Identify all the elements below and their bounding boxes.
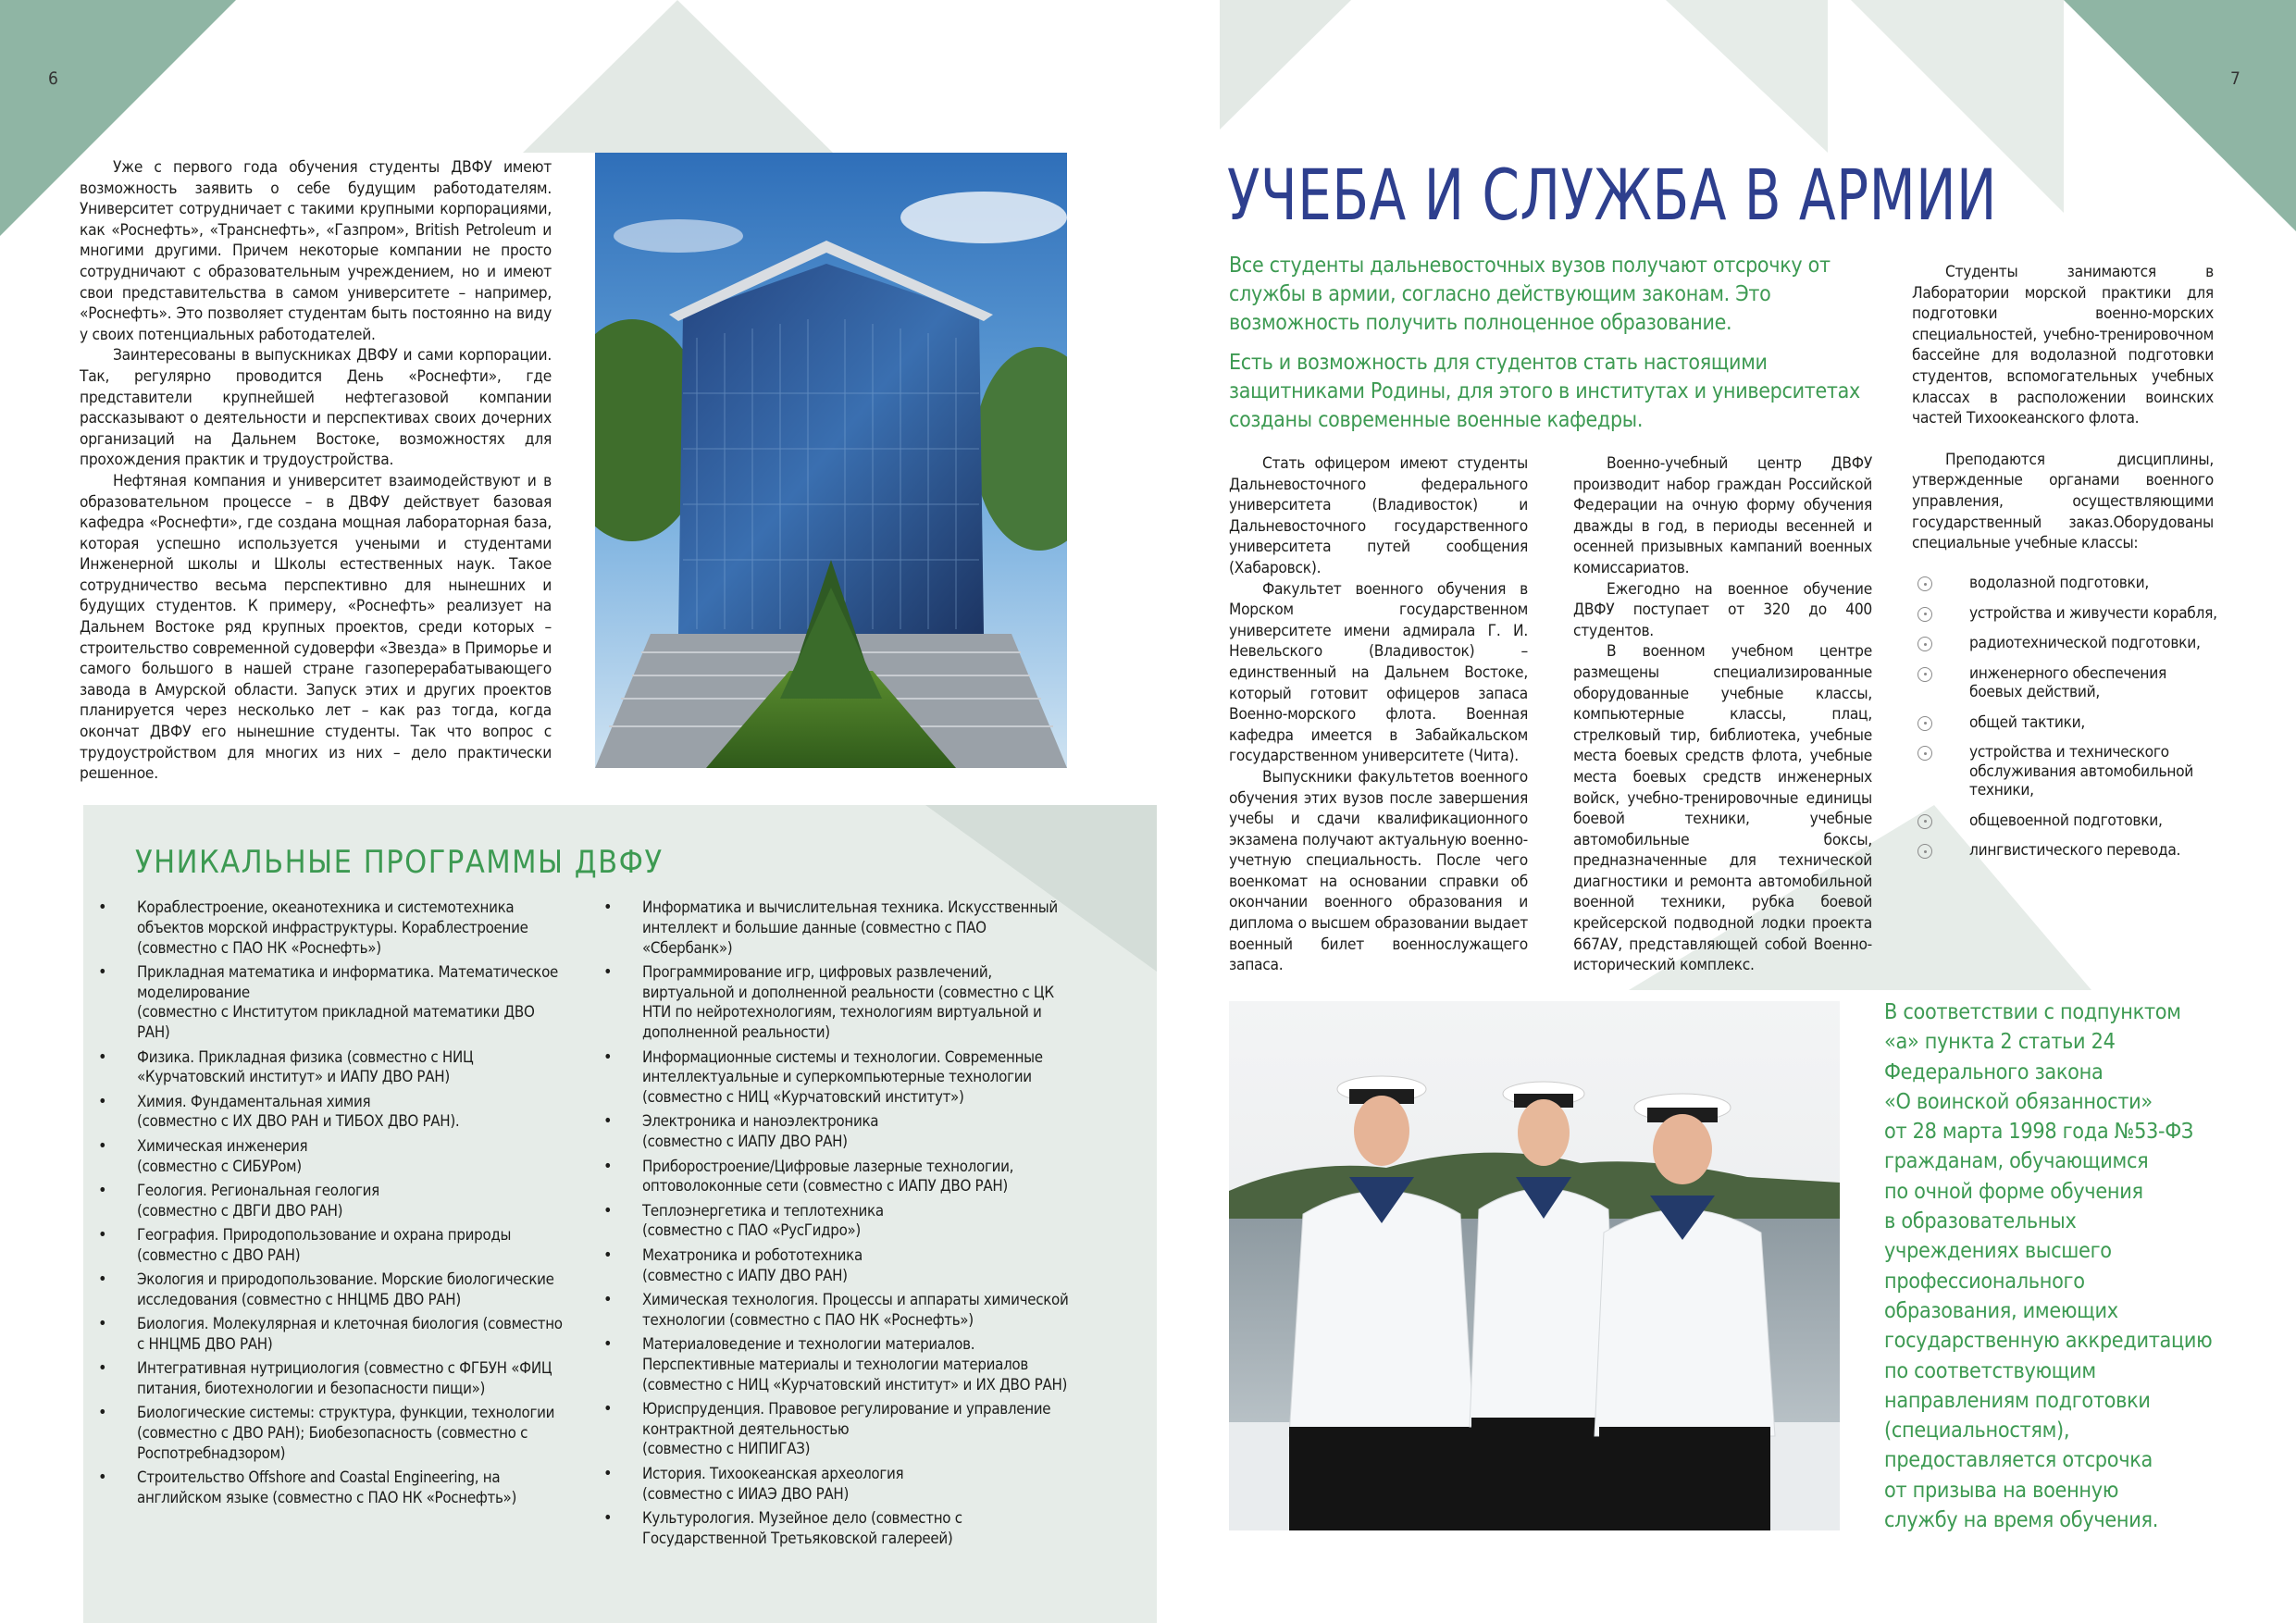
circle-bullet-icon: [1917, 576, 1932, 591]
army-col3: [1912, 262, 2214, 554]
list-item: • Теплоэнергетика и теплотехника (совместно с ПАО «РусГидро»): [603, 1201, 1071, 1242]
page-number-right: 7: [2230, 68, 2240, 89]
army-col2-paragraph-3: В военном учебном центре размещены специализированные оборудованные учебные классы, компьютерные классы, плац, стрелковый тир, библиотека, учебные места боевых средств флота, учебные места боевых средств инженерных войск, учебно-тренировочные единицы боевой техники, учебные автомобильные боксы, предназначенные для технической диагностики и ремонта автомобильной военной техники, рубка боевой крейсерской подводной лодки проекта 667АУ, представляющей собой Военно-исторический комплекс.: [1573, 642, 1872, 975]
list-item: • Мехатроника и робототехника (совместно с ИАПУ ДВО РАН): [603, 1245, 1071, 1286]
list-item: • Биология. Молекулярная и клеточная биология (совместно с ННЦМБ ДВО РАН): [98, 1314, 568, 1355]
circle-bullet-icon: [1917, 667, 1932, 682]
list-item: • Материаловедение и технологии материалов. Перспективные материалы и технологии материалов (совместно с НИЦ «Курчатовский институт» и ИХ ДВО РАН): [603, 1334, 1071, 1394]
list-item: инженерного обеспечения боевых действий,: [1914, 664, 2219, 702]
army-col2-paragraph-1: Военно-учебный центр ДВФУ производит набор граждан Российской Федерации на очную форму обучения дважды в год, в периоды весенней и осенней призывных кампаний военных комиссариатов.: [1573, 454, 1872, 577]
list-item: • Химия. Фундаментальная химия (совместно с ИХ ДВО РАН и ТИБОХ ДВО РАН).: [98, 1092, 568, 1133]
army-col1: [1229, 453, 1528, 976]
circle-bullet-icon: [1917, 844, 1932, 859]
list-item: общей тактики,: [1914, 713, 2219, 733]
list-item: • Экология и природопользование. Морские биологические исследования (совместно с ННЦМБ ДВО РАН): [98, 1270, 568, 1310]
list-item: • Информационные системы и технологии. Современные интеллектуальные и суперкомпьютерные технологии (совместно с НИЦ «Курчатовский институт»): [603, 1047, 1071, 1108]
list-item: • Физика. Прикладная физика (совместно с НИЦ «Курчатовский институт» и ИАПУ ДВО РАН): [98, 1047, 568, 1088]
circle-bullet-icon: [1917, 814, 1932, 829]
army-col3-paragraph-1: Студенты занимаются в Лаборатории морской практики для подготовки военно-морских специальностей, учебно-тренировочном бассейне для водолазной подготовки студентов, вспомогательных учебных классах в расположении воинских частей Тихоокеанского флота.: [1912, 263, 2214, 428]
list-item: • Прикладная математика и информатика. Математическое моделирование (совместно с Институтом прикладной математики ДВО РАН): [98, 962, 568, 1043]
programs-list-col1: [98, 898, 568, 1512]
sailors-photo: [1229, 1001, 1840, 1530]
list-item: устройства и живучести корабля,: [1914, 604, 2219, 624]
intro-paragraph-1: Уже с первого года обучения студенты ДВФУ имеют возможность заявить о себе будущим работодателям. Университет сотрудничает с такими крупными корпорациями, как «Роснефть», «Транснефть», «Газпром», British Petroleum и многими другими. Причем некоторые компании не просто сотрудничают с образовательным учреждением, но и имеют свои представительства в самом университете – например, «Роснефть». Это позволяет студентам быть постоянно на виду у своих потенциальных работодателей.: [80, 158, 552, 344]
intro-paragraph-2: Заинтересованы в выпускниках ДВФУ и сами корпорации. Так, регулярно проводится День «Роснефти», где представители крупнейшей нефтегазовой компании рассказывают о деятельности и перспективах своих дочерних организаций на Дальнем Востоке, возможностях для прохождения практик и трудоустройства.: [80, 346, 552, 470]
list-item: • География. Природопользование и охрана природы (совместно с ДВО РАН): [98, 1225, 568, 1266]
army-col1-paragraph-3: Выпускники факультетов военного обучения этих вузов после завершения учебы и сдачи квалификационного экзамена получают актуальную военно-учетную специальность. После чего военкомат на основании справки об окончании военного образования и диплома о высшем образовании выдает военный билет военнослужащего запаса.: [1229, 767, 1528, 975]
list-item: • История. Тихоокеанская археология (совместно с ИИАЭ ДВО РАН): [603, 1464, 1071, 1505]
list-item: • Интегративная нутрициология (совместно с ФГБУН «ФИЦ питания, биотехнологии и безопасности пищи»): [98, 1358, 568, 1399]
army-lead: [1229, 252, 1895, 446]
list-item: • Химическая инженерия (совместно с СИБУРом): [98, 1136, 568, 1177]
page-number-left: 6: [48, 68, 58, 89]
list-item: • Биологические системы: структура, функции, технологии (совместно с ДВО РАН); Биобезопасность (совместно с Роспотребнадзором): [98, 1403, 568, 1463]
army-col2-paragraph-2: Ежегодно на военное обучение ДВФУ поступает от 320 до 400 студентов.: [1573, 579, 1872, 640]
circle-bullet-icon: [1917, 607, 1932, 622]
list-item: • Строительство Offshore and Coastal Engineering, на английском языке (совместно с ПАО НК «Роснефть»): [98, 1468, 568, 1508]
legal-quote: В соответствии с подпунктом «а» пункта 2 статьи 24 Федерального закона «О воинской обязанности» от 28 марта 1998 года №53-ФЗ гражданам, обучающимся по очной форме обучения в образовательных учреждениях высшего профессионального образования, имеющих государственную аккредитацию по соответствующим направлениям подготовки (специальностям), предоставляется отсрочка от призыва на военную службу на время обучения.: [1884, 999, 2213, 1533]
army-col2: [1573, 453, 1872, 976]
army-title: УЧЕБА И СЛУЖБА В АРМИИ: [1227, 154, 1997, 236]
circle-bullet-icon: [1917, 716, 1932, 731]
list-item: • Приборостроение/Цифровые лазерные технологии, оптоволоконные сети (совместно с ИАПУ ДВО РАН): [603, 1157, 1071, 1197]
lead-paragraph-1: Все студенты дальневосточных вузов получают отсрочку от службы в армии, согласно действующим законам. Это возможность получить полноценное образование.: [1229, 254, 1831, 335]
list-item: водолазной подготовки,: [1914, 574, 2219, 593]
list-item: радиотехнической подготовки,: [1914, 634, 2219, 653]
list-item: • Геология. Региональная геология (совместно с ДВГИ ДВО РАН): [98, 1181, 568, 1221]
list-item: • Информатика и вычислительная техника. Искусственный интеллект и большие данные (совместно с ПАО «Сбербанк»): [603, 898, 1071, 958]
list-item: • Юриспруденция. Правовое регулирование и управление контрактной деятельностью (совместно с НИПИГАЗ): [603, 1399, 1071, 1459]
circle-bullet-icon: [1917, 637, 1932, 651]
list-item: общевоенной подготовки,: [1914, 812, 2219, 831]
army-col3-paragraph-2: Преподаются дисциплины, утвержденные органами военного управления, осуществляющими государственный заказ.Оборудованы специальные учебные классы:: [1912, 450, 2214, 553]
lead-paragraph-2: Есть и возможность для студентов стать настоящими защитниками Родины, для этого в институтах и университетах созданы современные военные кафедры.: [1229, 351, 1860, 432]
intro-text: [80, 157, 552, 785]
campus-building-photo: [595, 153, 1067, 768]
list-item: • Кораблестроение, океанотехника и системотехника объектов морской инфраструктуры. Кораблестроение (совместно с ПАО НК «Роснефть»): [98, 898, 568, 958]
list-item: • Культурология. Музейное дело (совместно с Государственной Третьяковской галереей): [603, 1508, 1071, 1549]
list-item: • Электроника и наноэлектроника (совместно с ИАПУ ДВО РАН): [603, 1111, 1071, 1152]
army-col1-paragraph-2: Факультет военного обучения в Морском государственном университете имени адмирала Г. И. Невельского (Владивосток) – единственный на Дальнем Востоке, который готовит офицеров запаса Военно-морского флота. Военная кафедра имеется в Забайкальском государственном университете (Чита).: [1229, 579, 1528, 766]
army-col1-paragraph-1: Стать офицером имеют студенты Дальневосточного федерального университета (Владивосток) и Дальневосточного государственного университета путей сообщения (Хабаровск).: [1229, 454, 1528, 577]
classes-list: [1914, 574, 2219, 872]
programs-title: УНИКАЛЬНЫЕ ПРОГРАММЫ ДВФУ: [135, 844, 664, 881]
circle-bullet-icon: [1917, 746, 1932, 761]
list-item: • Программирование игр, цифровых развлечений, виртуальной и дополненной реальности (совместно с ЦК НТИ по нейротехнологиям, технологиям виртуальной и дополненной реальности): [603, 962, 1071, 1043]
list-item: • Химическая технология. Процессы и аппараты химической технологии (совместно с ПАО НК «Роснефть»): [603, 1290, 1071, 1331]
list-item: устройства и технического обслуживания автомобильной техники,: [1914, 743, 2219, 800]
list-item: лингвистического перевода.: [1914, 841, 2219, 861]
intro-paragraph-3: Нефтяная компания и университет взаимодействуют и в образовательном процессе – в ДВФУ действует базовая кафедра «Роснефти», где создана мощная лабораторная база, которая успешно используется учеными и студентами Инженерной школы и Школы естественных наук. Такое сотрудничество весьма перспективно для нынешних и будущих студентов. К примеру, «Роснефть» реализует на Дальнем Востоке ряд крупных проектов, среди которых – строительство современной судоверфи «Звезда» в Приморье и самого большого в нашей стране газоперерабатывающего завода в Амурской области. Запуск этих и других проектов планируется через несколько лет – как раз тогда, когда окончат ДВФУ его нынешние студенты. Так что вопрос с трудоустройством для многих из них – дело практически решенное.: [80, 471, 552, 784]
programs-list-col2: [603, 898, 1071, 1553]
